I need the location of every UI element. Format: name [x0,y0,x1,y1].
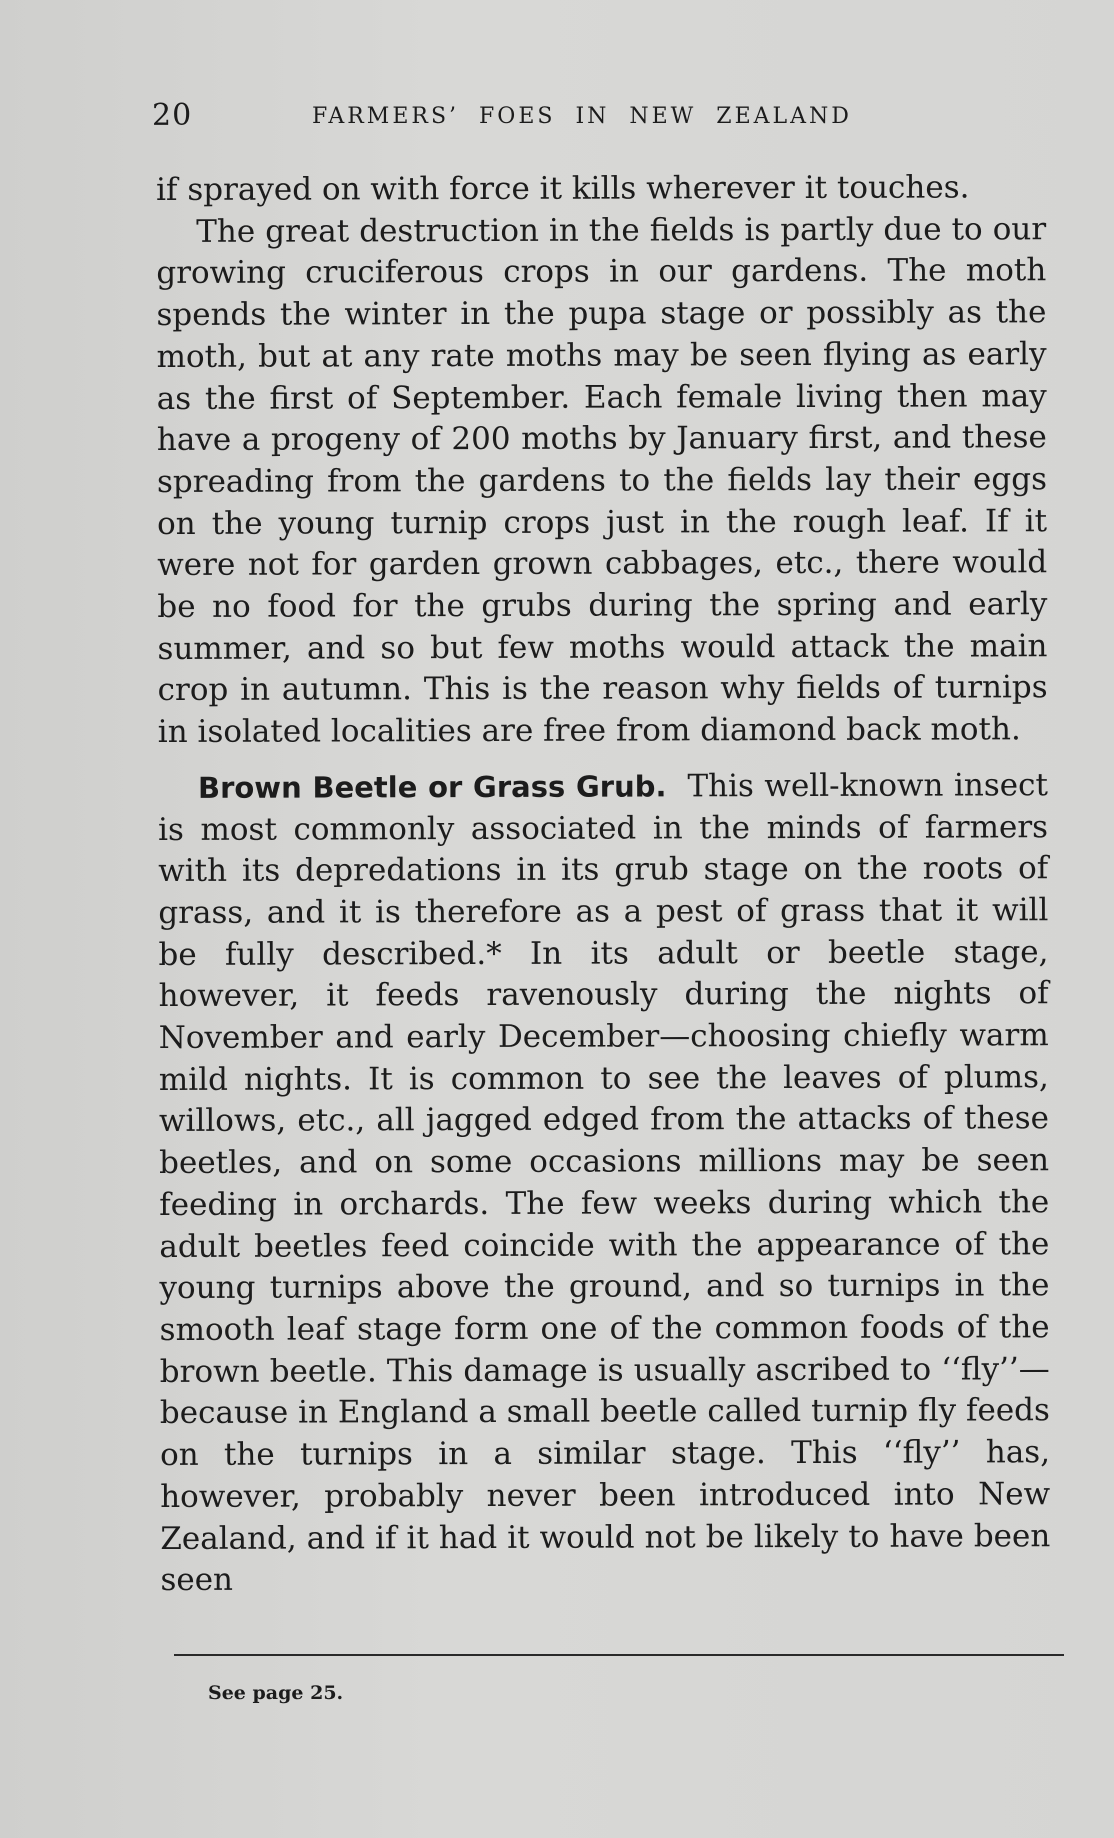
running-title: FARMERS’ FOES IN NEW ZEALAND [312,104,852,129]
footnote: See page 25. [208,1682,344,1704]
section-heading: Brown Beetle or Grass Grub. [197,769,667,805]
page-header [152,98,1052,138]
paragraph-brown-beetle [158,765,1051,1602]
paragraph-continuation: if sprayed on with force it kills wherever it touches. [156,169,970,208]
paragraph-diamond-back-moth: The great destruction in the fields is partly due to our growing cruciferous crops in our gardens. The moth spends the winter in the pupa stage or possibly as the moth, but at any rate moths may be seen flying as early as the first of September. Each female living then may have a progeny of 200 moths by January first, and these spreading from the gardens to the fields lay their eggs on the young turnip crops just in the rough leaf. If it were not for garden grown cabbages, etc., there would be no food for the grubs during the spring and early summer, and so but few moths would attack the main crop in autumn. This is the reason why fields of turnips in isolated localities are free from diamond back moth. [156,210,1048,751]
body-text [156,167,1050,1602]
page-number: 20 [152,98,193,133]
footnote-divider [174,1654,1064,1656]
section-text: This well-known insect is most commonly associated in the minds of farmers with its depredations in its grub stage on the roots of grass, and it is therefore as a pest of grass that it will be fully described.* In its adult or beetle stage, however, it feeds ravenously during the nights of November and early December—choosing chiefly warm mild nights. It is common to see the leaves of plums, willows, etc., all jagged edged from the attacks of these beetles, and on some occasions millions may be seen feeding in orchards. The few weeks during which the adult beetles feed coincide with the appearance of the young turnips above the ground, and so turnips in the smooth leaf stage form one of the common foods of the brown beetle. This damage is usually ascribed to ‘‘fly’’—because in England a small beetle called turnip fly feeds on the turnips in a similar stage. This ‘‘fly’’ has, however, probably never been introduced into New Zealand, and if it had it would not be likely to have been seen [158,767,1051,1599]
